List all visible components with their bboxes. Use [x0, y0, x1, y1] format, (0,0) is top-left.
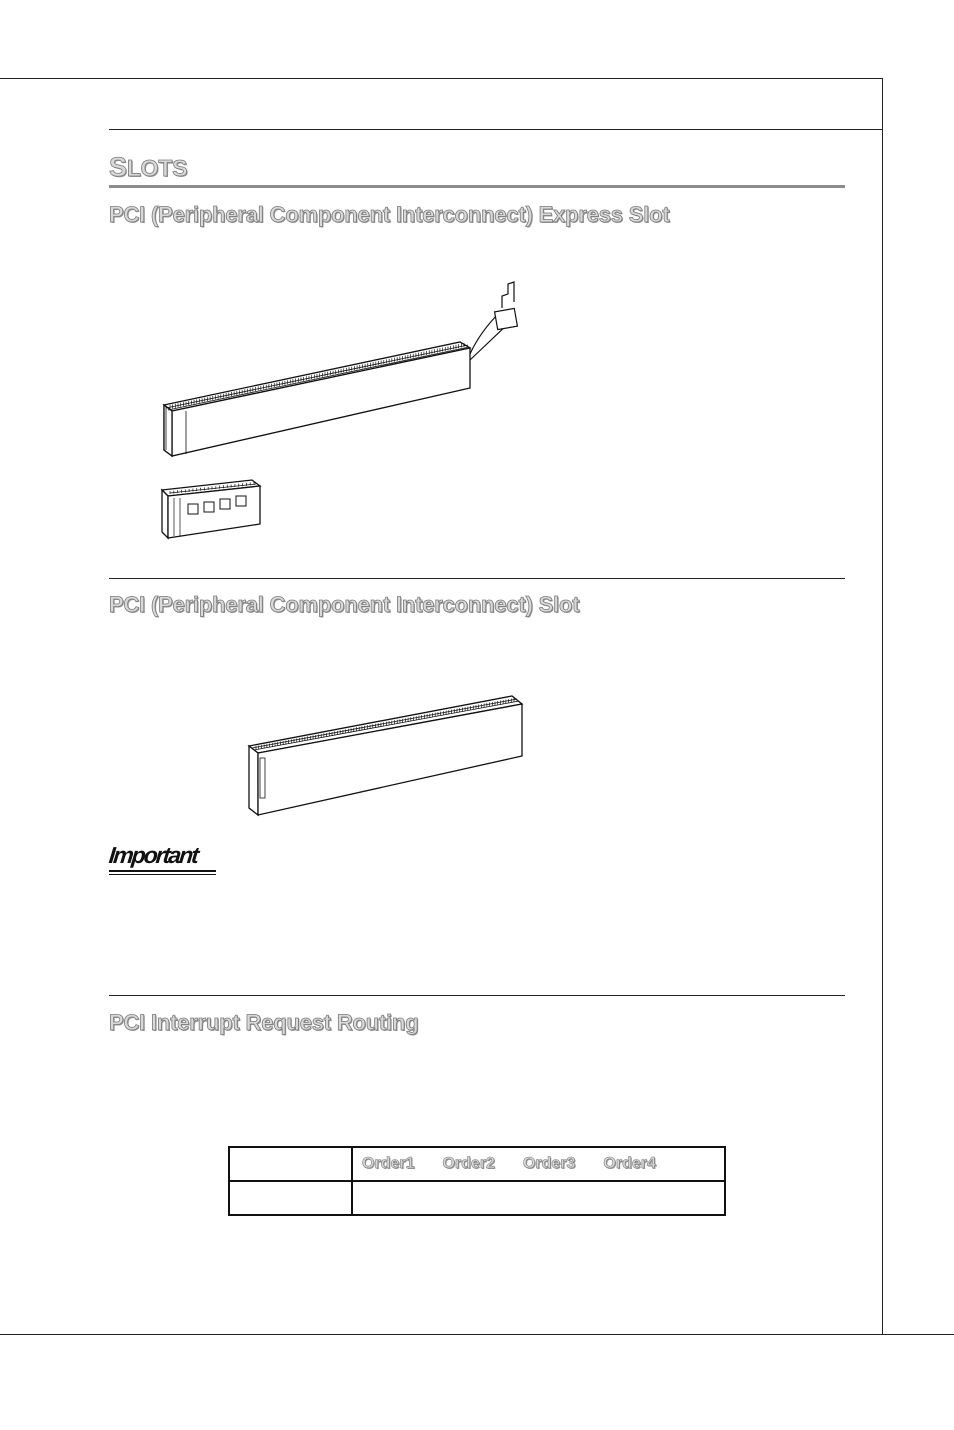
- pcie-x16-slot-illustration: [150, 272, 530, 472]
- right-frame-line: [882, 78, 883, 1335]
- pci-section-title: PCI (Peripheral Component Interconnect) Slot: [109, 592, 580, 617]
- title-underline: [109, 185, 845, 188]
- page-title-rest: LOTS: [126, 155, 188, 181]
- pci-slot-illustration: [244, 688, 534, 823]
- order-3-label: Order3: [522, 1155, 576, 1172]
- top-frame-line: [0, 78, 882, 79]
- bottom-frame-line: [0, 1334, 954, 1335]
- order-1-label: Order1: [362, 1155, 415, 1172]
- important-underline-2: [109, 874, 216, 875]
- table-order-cell: [352, 1147, 725, 1181]
- table-header-row: [229, 1147, 725, 1181]
- irq-routing-table: [228, 1146, 726, 1216]
- order-2-label: Order2: [442, 1155, 495, 1172]
- irq-section-divider: [109, 995, 845, 996]
- pcie-x1-slot-illustration: [160, 474, 270, 544]
- irq-section-title: PCI Interrupt Request Routing: [109, 1010, 419, 1035]
- pci-section-divider: [109, 578, 845, 579]
- important-label: Important: [107, 842, 199, 868]
- table-corner-cell: [229, 1147, 352, 1181]
- table-row-label-cell: [229, 1181, 352, 1215]
- table-row-value-cell: [352, 1181, 725, 1215]
- important-underline: [109, 870, 216, 872]
- page-title-initial: S: [109, 152, 127, 182]
- order-4-label: Order4: [603, 1155, 656, 1172]
- pcie-section-title: PCI (Peripheral Component Interconnect) Express Slot: [109, 202, 670, 227]
- page-title: [109, 152, 187, 183]
- table-row: [229, 1181, 725, 1215]
- header-divider: [109, 129, 882, 130]
